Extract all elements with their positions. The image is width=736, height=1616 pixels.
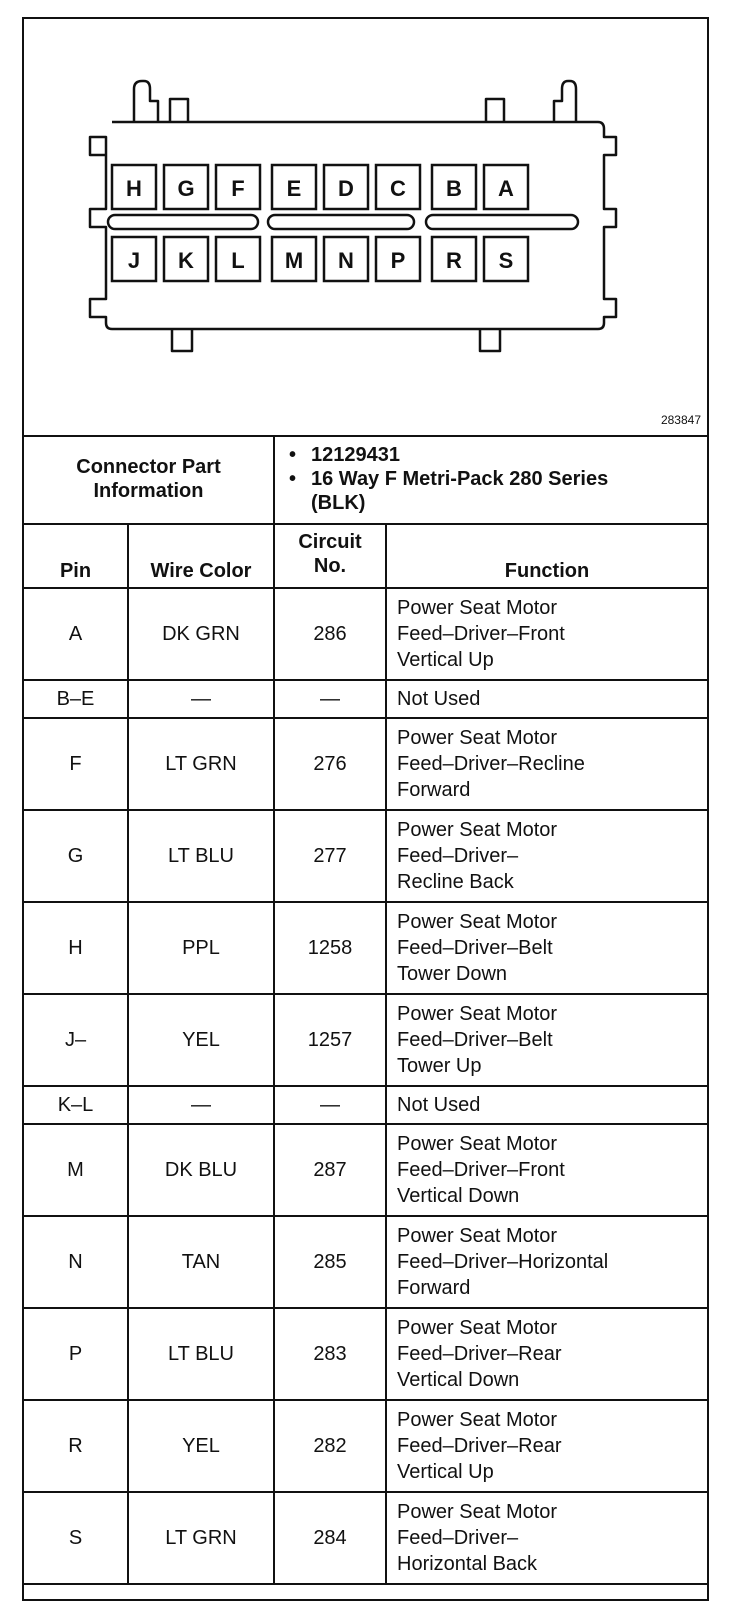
connector-info-item: • 16 Way F Metri-Pack 280 Series (BLK): [289, 467, 707, 515]
function-line: Vertical Up: [397, 649, 494, 671]
pin-letter: J: [127, 248, 141, 273]
cell-wire-color: YEL: [128, 1400, 274, 1492]
pin-letter: R: [446, 248, 462, 273]
pin-letter: G: [177, 176, 195, 201]
cell-circuit: 283: [274, 1308, 386, 1400]
cell-function: [386, 1400, 707, 1492]
cell-circuit: 284: [274, 1492, 386, 1584]
cell-pin: H: [24, 902, 128, 994]
cell-pin: B–E: [24, 680, 128, 718]
cell-wire-color: LT GRN: [128, 1492, 274, 1584]
cell-function: [386, 994, 707, 1086]
pin-letter: K: [178, 248, 194, 273]
pin-letter: S: [498, 248, 514, 273]
table-row: [24, 680, 707, 718]
function-line: Power Seat Motor: [397, 1317, 558, 1339]
cell-circuit: 277: [274, 810, 386, 902]
cell-circuit: 282: [274, 1400, 386, 1492]
pin-letter: B: [446, 176, 462, 201]
cell-pin: F: [24, 718, 128, 810]
pin-letter: N: [338, 248, 354, 273]
cell-function: [386, 1492, 707, 1584]
cell-pin: P: [24, 1308, 128, 1400]
cell-function: [386, 902, 707, 994]
connector-info-row: [24, 435, 707, 524]
function-line: Power Seat Motor: [397, 1409, 558, 1431]
cell-wire-color: PPL: [128, 902, 274, 994]
cell-circuit: 287: [274, 1124, 386, 1216]
cell-wire-color: —: [128, 1086, 274, 1124]
function-line: Feed–Driver–Horizontal: [397, 1251, 609, 1273]
function-line: Feed–Driver–Front: [397, 623, 565, 645]
function-line: Not Used: [397, 688, 481, 710]
table-row: [24, 810, 707, 902]
table-row: [24, 1492, 707, 1584]
function-line: Vertical Down: [397, 1185, 520, 1207]
cell-pin: A: [24, 588, 128, 680]
function-line: Power Seat Motor: [397, 1003, 558, 1025]
cell-wire-color: LT BLU: [128, 810, 274, 902]
function-line: Not Used: [397, 1094, 481, 1116]
cell-function: [386, 1086, 707, 1124]
function-line: Feed–Driver–: [397, 1527, 519, 1549]
function-line: Feed–Driver–Recline: [397, 753, 585, 775]
table-row: [24, 718, 707, 810]
cell-pin: J–: [24, 994, 128, 1086]
cell-function: [386, 1124, 707, 1216]
cell-wire-color: LT BLU: [128, 1308, 274, 1400]
cell-circuit: 286: [274, 588, 386, 680]
cell-wire-color: DK GRN: [128, 588, 274, 680]
header-pin: Pin: [24, 524, 128, 588]
cell-function: [386, 680, 707, 718]
function-line: Feed–Driver–Belt: [397, 1029, 553, 1051]
table-row: [24, 1086, 707, 1124]
pinout-table: [24, 435, 707, 1585]
cell-function: [386, 810, 707, 902]
pin-letter: H: [126, 176, 142, 201]
cell-pin: S: [24, 1492, 128, 1584]
pin-letter: F: [231, 176, 245, 201]
cell-function: [386, 1308, 707, 1400]
cell-pin: M: [24, 1124, 128, 1216]
cell-wire-color: —: [128, 680, 274, 718]
function-line: Power Seat Motor: [397, 1501, 558, 1523]
pin-letter: E: [286, 176, 302, 201]
cell-function: [386, 588, 707, 680]
function-line: Power Seat Motor: [397, 727, 558, 749]
table-row: [24, 588, 707, 680]
figure-id: 283847: [660, 413, 701, 427]
function-line: Tower Up: [397, 1055, 482, 1077]
cell-wire-color: LT GRN: [128, 718, 274, 810]
cell-pin: G: [24, 810, 128, 902]
function-line: Horizontal Back: [397, 1553, 538, 1575]
function-line: Feed–Driver–: [397, 845, 519, 867]
function-line: Power Seat Motor: [397, 819, 558, 841]
connector-diagram: [24, 19, 707, 437]
connector-info-list: [275, 437, 707, 521]
function-line: Power Seat Motor: [397, 911, 558, 933]
pin-letter: C: [390, 176, 406, 201]
pin-letter: A: [498, 176, 514, 201]
table-header-row: [24, 524, 707, 588]
cell-pin: K–L: [24, 1086, 128, 1124]
connector-face-drawing: [24, 19, 707, 435]
cell-function: [386, 718, 707, 810]
cell-wire-color: YEL: [128, 994, 274, 1086]
function-line: Feed–Driver–Rear: [397, 1343, 562, 1365]
cell-circuit: 276: [274, 718, 386, 810]
header-function: Function: [386, 524, 707, 588]
table-row: [24, 994, 707, 1086]
function-line: Vertical Up: [397, 1461, 494, 1483]
function-line: Feed–Driver–Rear: [397, 1435, 562, 1457]
cell-circuit: 1258: [274, 902, 386, 994]
connector-info-label: Connector Part Information: [24, 435, 274, 524]
table-row: [24, 1400, 707, 1492]
function-line: Power Seat Motor: [397, 597, 558, 619]
table-row: [24, 902, 707, 994]
header-circuit: Circuit No.: [274, 524, 386, 588]
function-line: Tower Down: [397, 963, 508, 985]
function-line: Vertical Down: [397, 1369, 520, 1391]
cell-circuit: —: [274, 1086, 386, 1124]
pin-letter: P: [390, 248, 406, 273]
function-line: Power Seat Motor: [397, 1225, 558, 1247]
cell-wire-color: TAN: [128, 1216, 274, 1308]
cell-function: [386, 1216, 707, 1308]
cell-wire-color: DK BLU: [128, 1124, 274, 1216]
table-row: [24, 1308, 707, 1400]
function-line: Forward: [397, 1277, 471, 1299]
cell-pin: N: [24, 1216, 128, 1308]
table-row: [24, 1124, 707, 1216]
function-line: Feed–Driver–Front: [397, 1159, 565, 1181]
pin-letter: L: [231, 248, 245, 273]
function-line: Recline Back: [397, 871, 514, 893]
function-line: Feed–Driver–Belt: [397, 937, 553, 959]
function-line: Forward: [397, 779, 471, 801]
connector-info-item: • 12129431: [289, 443, 707, 467]
function-line: Power Seat Motor: [397, 1133, 558, 1155]
cell-circuit: 285: [274, 1216, 386, 1308]
connector-info-values: [274, 435, 707, 524]
table-row: [24, 1216, 707, 1308]
cell-pin: R: [24, 1400, 128, 1492]
pin-letter: D: [338, 176, 354, 201]
cell-circuit: 1257: [274, 994, 386, 1086]
pin-letter: M: [284, 248, 304, 273]
connector-sheet: [22, 17, 709, 1601]
cell-circuit: —: [274, 680, 386, 718]
header-wire-color: Wire Color: [128, 524, 274, 588]
